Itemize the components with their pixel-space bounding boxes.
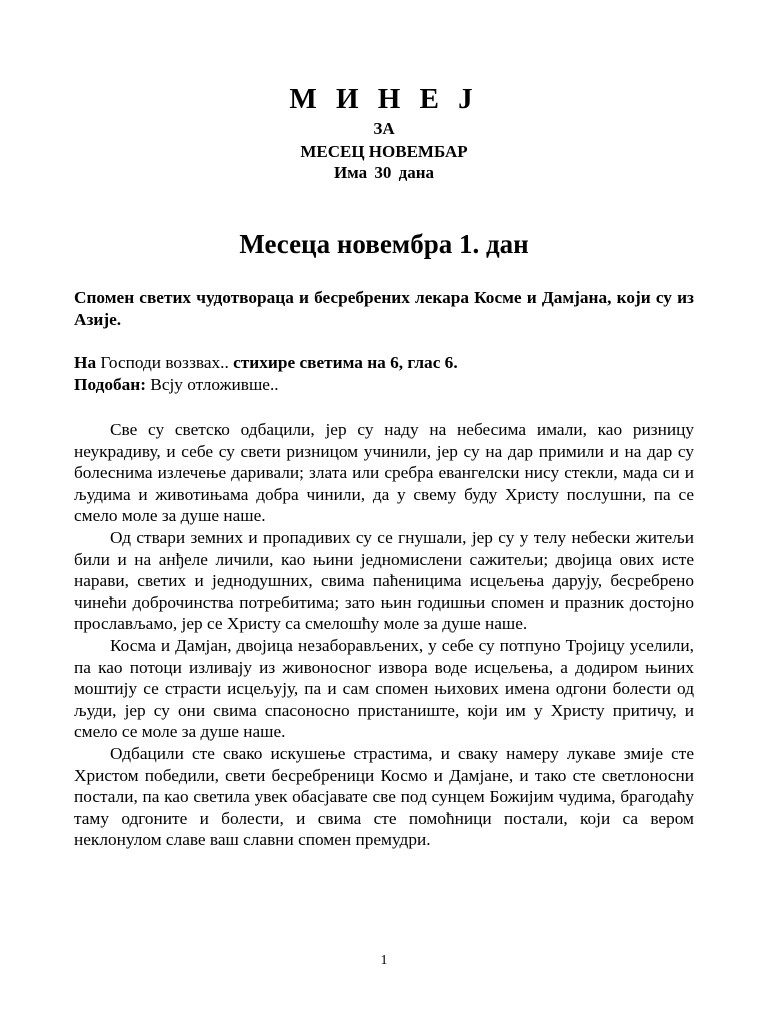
rubric-podoban-text: Всју отложивше.. bbox=[145, 374, 279, 394]
rubric-na: На bbox=[74, 353, 97, 372]
sticheron-paragraph: Од ствари земних и пропадивих су се гнушали, јер су у телу небески житељи били и на анђеле личили, као њини једномислени сажитељи; двојица ових исте нарави, светих и једнодушних, свима паћеницима исцељења дарују, бесребрено чинећи доброчинства потребитима; зато њин годишњи спомен и празник достојно прослављамо, јер се Христу са смелошћу моле за душе наше. bbox=[74, 527, 694, 634]
sticheron-paragraph: Косма и Дамјан, двојица незаборављених, у себе су потпуно Тројицу уселили, па као потоци изливају из живоносног извора воде исцељења, а додиром њиних моштију се страсти исцељују, па и сам спомен њихових имена одгони болести од људи, јер су они свима спасоносно пристаниште, који им у Христу притичу, и смело се моле за душе наше. bbox=[74, 635, 694, 742]
rubric-block bbox=[74, 352, 694, 395]
title-za: ЗА bbox=[373, 119, 395, 138]
memorial-heading: Спомен светих чудотвораца и бесребрених лекара Косме и Дамјана, који су из Азије. bbox=[74, 288, 694, 329]
page-number: 1 bbox=[380, 953, 388, 968]
title-month: МЕСЕЦ НОВЕМБАР bbox=[300, 142, 468, 161]
rubric-stichera: стихире светима на 6, глас 6. bbox=[233, 353, 458, 372]
sticheron-paragraph: Све су светско одбацили, јер су наду на небесима имали, као ризницу неукрадиву, и себе су свети ризницом учинили, јер су на дар примили и на дар су болеснима излечење даривали; злата или сребра евангелски нису стекли, мада си и људима и животињама добра чинили, да у свему буду Христу послушни, па се смело моле за душе наше. bbox=[74, 420, 694, 526]
rubric-line-1 bbox=[74, 352, 694, 374]
book-title: М И Н Е Ј bbox=[289, 83, 479, 115]
rubric-gospodi: Господи воззвах.. bbox=[96, 353, 234, 372]
rubric-podoban-label: Подобан: bbox=[74, 374, 146, 394]
title-days-count: Има 30 дана bbox=[333, 163, 435, 182]
stichera-body bbox=[74, 419, 694, 851]
day-heading: Месеца новембра 1. дан bbox=[239, 229, 529, 259]
document-page bbox=[74, 0, 694, 1024]
rubric-line-2 bbox=[74, 374, 694, 396]
sticheron-paragraph: Одбацили сте свако искушење страстима, и сваку намеру лукаве змије сте Христом победили, свети бесребреници Космо и Дамјане, и тако сте светлоносни постали, па као светила увек обасјавате све под сунцем Божијим чудима, брагодаћу таму одгоните и болести, и свима сте помоћници постали, који са вером неклонулом славе ваш славни спомен премудри. bbox=[74, 743, 694, 850]
